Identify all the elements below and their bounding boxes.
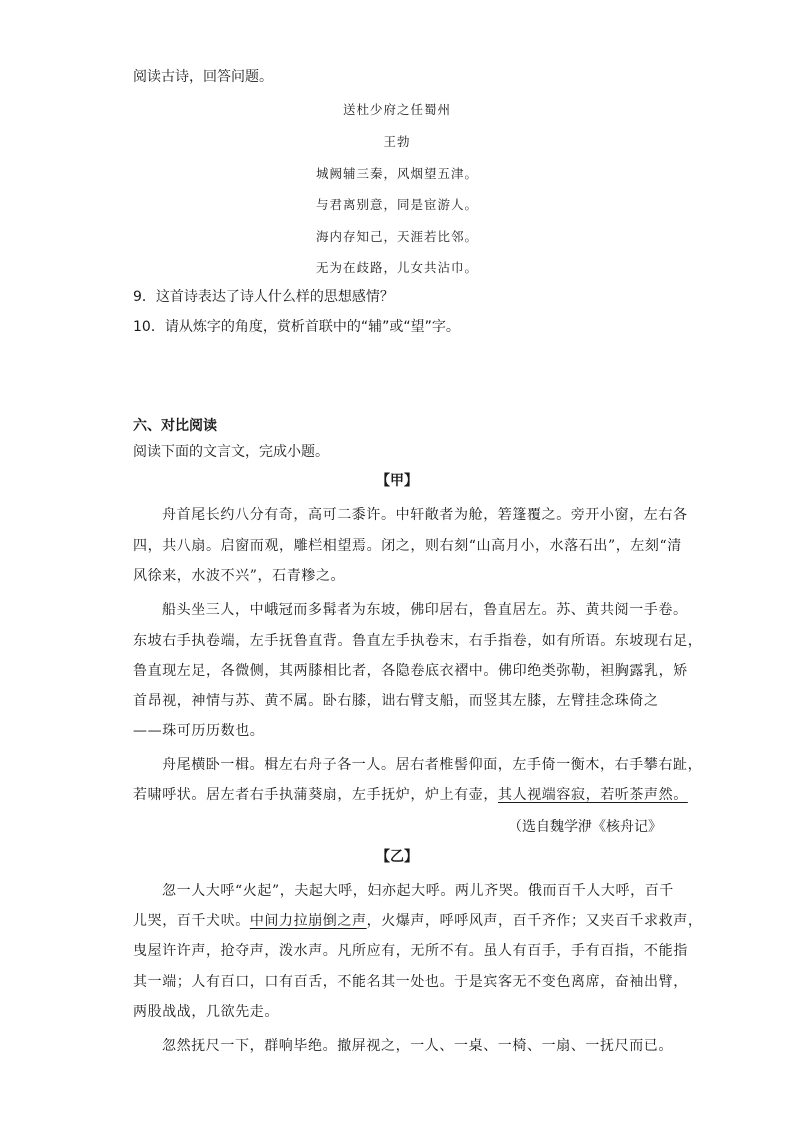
passage-yi-line: 其一端；人有百口，口有百舌，不能名其一处也。于是宾客无不变色离席，奋袖出臂， [133, 974, 688, 990]
passage-jia-label: 【甲】 [376, 473, 418, 489]
poem-line: 海内存知己，天涯若比邻。 [315, 229, 478, 244]
passage-yi-line: 两股战战，几欲先走。 [133, 1004, 279, 1020]
intro-instruction: 阅读古诗，回答问题。 [133, 69, 273, 85]
poem-line: 无为在歧路，儿女共沾巾。 [315, 260, 478, 275]
passage-jia-line: 船头坐三人，中峨冠而多髯者为东坡，佛印居右，鲁直居左。苏、黄共阅一手卷。 [162, 602, 688, 618]
section-instruction: 阅读下面的文言文，完成小题。 [133, 444, 329, 460]
passage-yi-line: 曳屋许许声，抢夺声，泼水声。凡所应有，无所不有。虽人有百手，手有百指，不能指 [133, 943, 688, 959]
poem-author: 王勃 [383, 134, 411, 149]
passage-jia-line: 东坡右手执卷端，左手抚鲁直背。鲁直左手执卷末，右手指卷，如有所语。东坡现右足， [133, 633, 703, 649]
passage-jia-line: 鲁直现左足，各微侧，其两膝相比者，各隐卷底衣褶中。佛印绝类弥勒，袒胸露乳，矫 [133, 663, 688, 679]
passage-jia-line: 首昂视，神情与苏、黄不属。卧右膝，诎右臂支船，而竖其左膝，左臂挂念珠倚之 [133, 693, 659, 709]
passage-yi-line: 忽一人大呼“火起”，夫起大呼，妇亦起大呼。两儿齐哭。俄而百千人大呼，百千 [162, 883, 674, 899]
underlined-phrase: 其人视端容寂，若听茶声然。 [498, 787, 688, 803]
passage-jia-line: 风徐来，水波不兴”，石青糁之。 [133, 568, 346, 584]
question-10: 10．请从炼字的角度，赏析首联中的“辅”或“望”字。 [133, 319, 460, 335]
passage-yi-line: 忽然抚尺一下，群响毕绝。撤屏视之，一人、一桌、一椅、一扇、一抚尺而已。 [162, 1038, 673, 1054]
poem-line: 城阙辅三秦，风烟望五津。 [315, 166, 478, 181]
underlined-phrase: 中间力拉崩倒之声 [249, 913, 367, 929]
question-9: 9．这首诗表达了诗人什么样的思想感情？ [133, 289, 394, 305]
passage-jia-line [133, 786, 688, 804]
passage-jia-line: 四，共八扇。启窗而观，雕栏相望焉。闭之，则右刻“山高月小，水落石出”，左刻“清 [133, 538, 682, 554]
passage-jia-line: 舟尾横卧一楫。楫左右舟子各一人。居右者椎髻仰面，左手倚一衡木，右手攀右趾， [162, 757, 703, 773]
passage-yi-text: 儿哭，百千犬吠。 [133, 913, 250, 929]
passage-jia-source: （选自魏学洢《核舟记》 [508, 819, 662, 835]
passage-yi-text: ，火爆声，呼呼风声，百千齐作；又夹百千求救声， [366, 913, 703, 929]
passage-jia-line: 舟首尾长约八分有奇，高可二黍许。中轩敞者为舱，箬篷覆之。旁开小窗，左右各 [162, 507, 688, 523]
passage-jia-text: 若啸呼状。居左者右手执蒲葵扇，左手抚炉，炉上有壶， [133, 787, 498, 803]
passage-yi-line [133, 912, 702, 930]
poem-line: 与君离别意，同是宦游人。 [315, 197, 478, 212]
passage-yi-label: 【乙】 [376, 849, 418, 865]
poem-title: 送杜少府之任蜀州 [342, 102, 451, 117]
passage-jia-line: ——珠可历历数也。 [133, 723, 265, 739]
section-heading: 六、对比阅读 [133, 418, 217, 434]
